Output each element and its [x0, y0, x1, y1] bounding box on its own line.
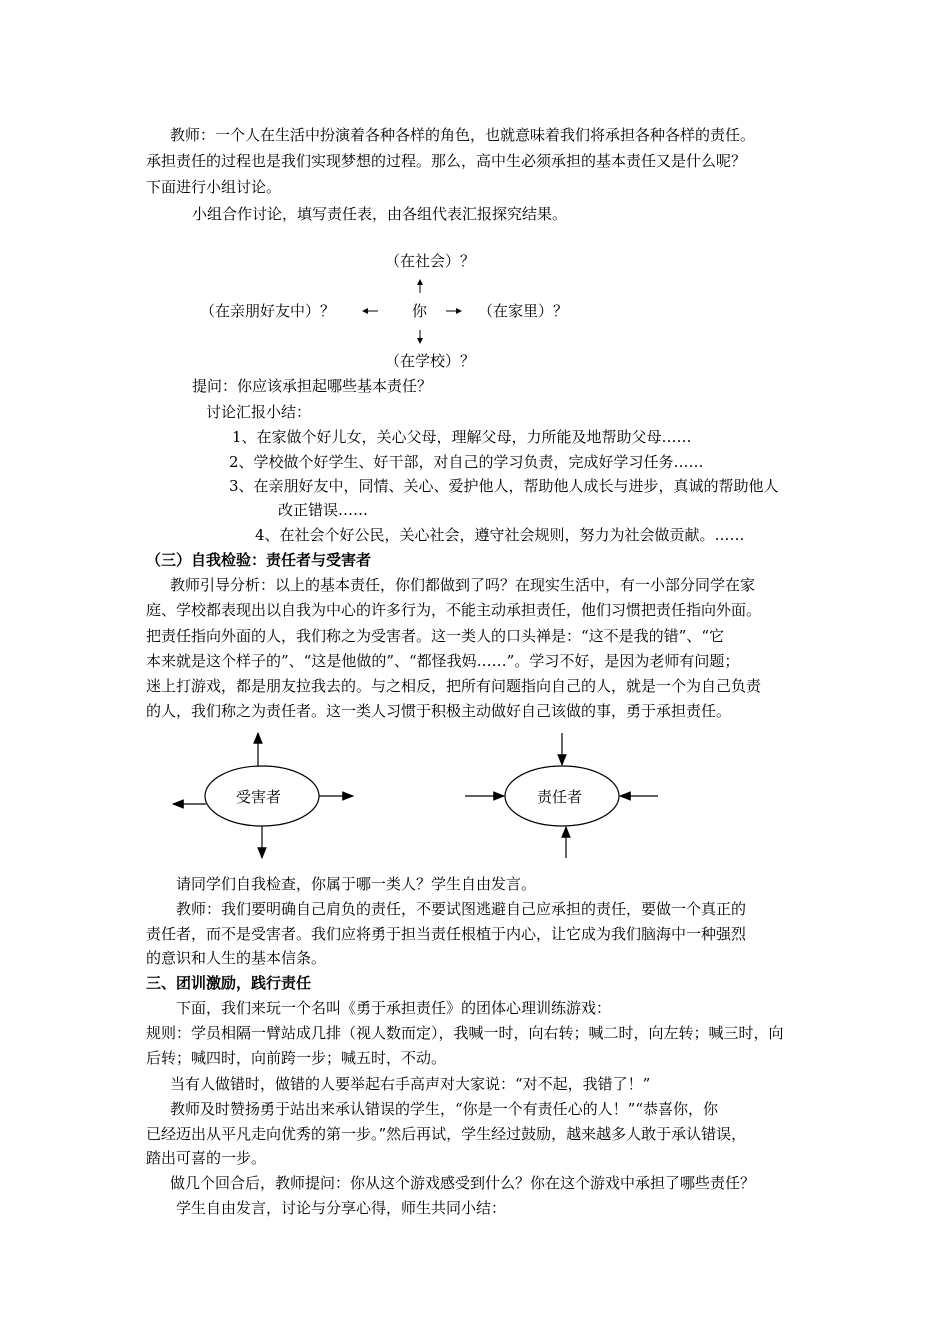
- para-1-line-3: 下面进行小组讨论。: [146, 178, 282, 196]
- para-9-line-1: 教师及时赞扬勇于站出来承认错误的学生，“你是一个有责任心的人！”“恭喜你，你: [170, 1100, 719, 1118]
- diagram-center-label: 你: [412, 302, 428, 320]
- para-5-line-3: 的意识和人生的基本信条。: [146, 949, 327, 967]
- diagram-bottom-label: （在学校）？: [385, 352, 476, 370]
- para-7-line-2: 后转；喊四时，向前跨一步；喊五时，不动。: [146, 1049, 447, 1067]
- para-3-line-6: 的人，我们称之为责任者。这一类人习惯于积极主动做好自己该做的事，勇于承担责任。: [146, 702, 732, 720]
- para-3-line-2: 庭、学校都表现出以自我为中心的许多行为，不能主动承担责任，他们习惯把责任指向外面。: [146, 601, 762, 619]
- para-8: 当有人做错时，做错的人要举起右手高声对大家说：“对不起，我错了！”: [170, 1075, 651, 1093]
- diagram-top-label: （在社会）？: [385, 252, 476, 270]
- summary-item-2: 2、学校做个好学生、好干部，对自己的学习负责，完成好学习任务……: [229, 453, 704, 471]
- summary-title: 讨论汇报小结：: [206, 403, 312, 421]
- para-6: 下面，我们来玩一个名叫《勇于承担责任》的团体心理训练游戏：: [176, 999, 612, 1017]
- question: 提问：你应该承担起哪些基本责任？: [192, 377, 433, 395]
- para-9-line-3: 踏出可喜的一步。: [146, 1149, 267, 1167]
- para-11: 学生自由发言，讨论与分享心得，师生共同小结：: [176, 1199, 507, 1217]
- para-10: 做几个回合后，教师提问：你从这个游戏感受到什么？你在这个游戏中承担了哪些责任？: [170, 1174, 756, 1192]
- summary-item-1: 1、在家做个好儿女，关心父母，理解父母，力所能及地帮助父母……: [232, 428, 692, 446]
- para-1-line-1: 教师：一个人在生活中扮演着各种各样的角色，也就意味着我们将承担各种各样的责任。: [170, 126, 756, 144]
- responsible-label: 责任者: [537, 788, 583, 806]
- para-9-line-2: 已经迈出从平凡走向优秀的第一步。”然后再试，学生经过鼓励，越来越多人敢于承认错误，: [146, 1125, 747, 1143]
- section-heading-self-check: （三）自我检验：责任者与受害者: [146, 551, 372, 569]
- para-2: 小组合作讨论，填写责任表，由各组代表汇报探究结果。: [192, 205, 568, 223]
- para-5-line-1: 教师：我们要明确自己肩负的责任，不要试图逃避自己应承担的责任，要做一个真正的: [176, 900, 747, 918]
- para-3-line-1: 教师引导分析：以上的基本责任，你们都做到了吗？在现实生活中，有一小部分同学在家: [170, 576, 756, 594]
- victim-label: 受害者: [236, 788, 282, 806]
- para-1-line-2: 承担责任的过程也是我们实现梦想的过程。那么，高中生必须承担的基本责任又是什么呢？: [146, 152, 747, 170]
- summary-item-3: 3、在亲朋好友中，同情、关心、爱护他人，帮助他人成长与进步，真诚的帮助他人: [229, 477, 779, 495]
- para-7-line-1: 规则：学员相隔一臂站成几排（视人数而定），我喊一时，向右转；喊二时，向左转；喊三时，向: [146, 1024, 784, 1042]
- diagram-left-label: （在亲朋好友中）？: [200, 302, 336, 320]
- diagram-right-label: （在家里）？: [478, 302, 569, 320]
- para-3-line-3: 把责任指向外面的人，我们称之为受害者。这一类人的口头禅是：“这不是我的错”、“它: [146, 627, 725, 645]
- summary-item-4: 4、在社会个好公民，关心社会，遵守社会规则，努力为社会做贡献。……: [255, 526, 745, 544]
- para-3-line-5: 迷上打游戏，都是朋友拉我去的。与之相反，把所有问题指向自己的人，就是一个为自己负责: [146, 677, 762, 695]
- summary-item-3-cont: 改正错误……: [278, 501, 369, 519]
- section-heading-group-training: 三、团训激励，践行责任: [146, 974, 312, 992]
- para-4: 请同学们自我检查，你属于哪一类人？学生自由发言。: [176, 875, 537, 893]
- para-5-line-2: 责任者，而不是受害者。我们应将勇于担当责任根植于内心，让它成为我们脑海中一种强烈: [146, 925, 747, 943]
- para-3-line-4: 本来就是这个样子的”、“这是他做的”、“都怪我妈……”。学习不好，是因为老师有问题；: [146, 652, 740, 670]
